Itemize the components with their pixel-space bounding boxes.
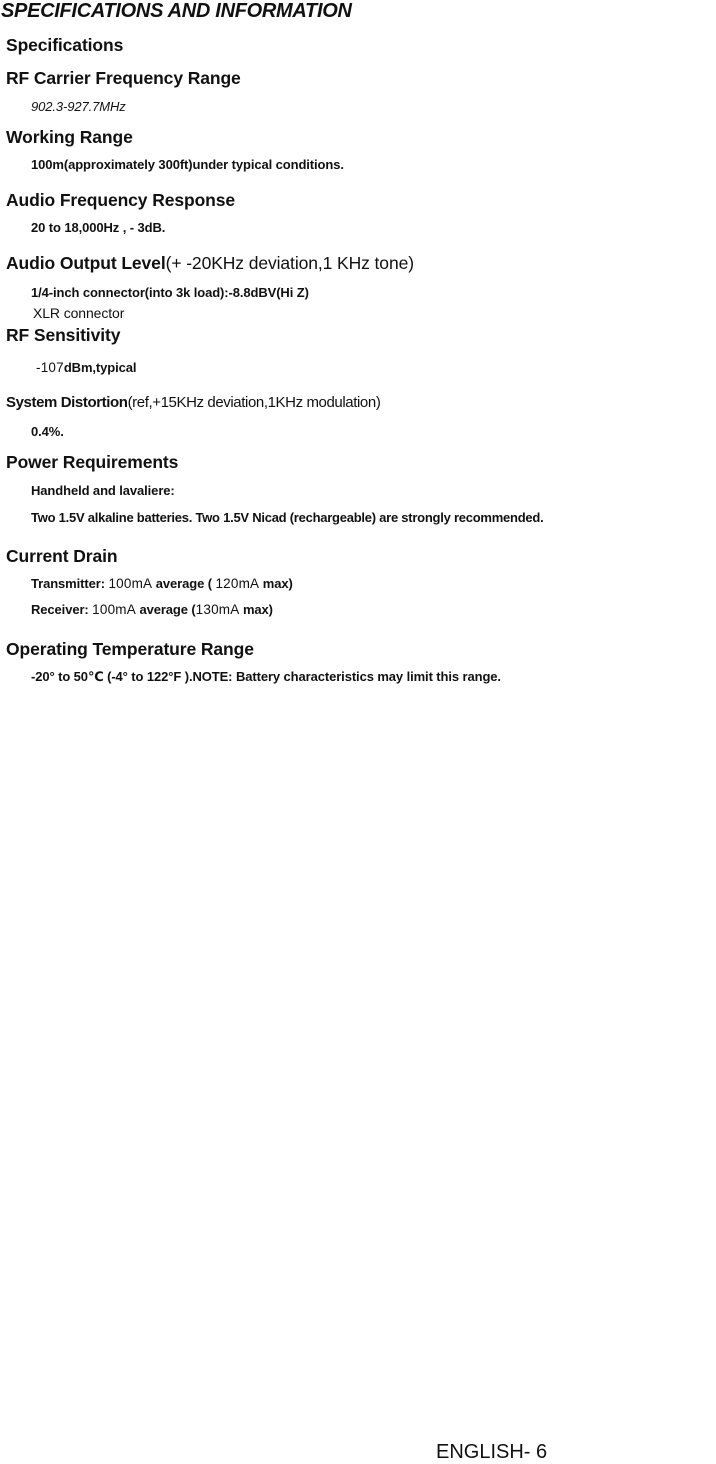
audio-output-line2: XLR connector	[33, 305, 125, 321]
current-drain-heading: Current Drain	[6, 546, 118, 566]
receiver-average-word: average (	[139, 602, 196, 617]
rf-sensitivity-unit: dBm,typical	[63, 360, 137, 375]
page-footer: ENGLISH- 6	[436, 1441, 548, 1463]
system-distortion-heading	[6, 394, 380, 411]
audio-output-heading-suffix: (+ -20KHz deviation,1 KHz tone)	[165, 253, 414, 273]
audio-frequency-heading: Audio Frequency Response	[6, 190, 236, 210]
rf-sensitivity-heading: RF Sensitivity	[6, 325, 121, 345]
rf-carrier-value: 902.3-927.7MHz	[31, 99, 126, 114]
audio-frequency-value: 20 to 18,000Hz , - 3dB.	[31, 220, 166, 235]
transmitter-max-word: max)	[262, 576, 293, 591]
working-range-heading: Working Range	[6, 127, 133, 147]
system-distortion-heading-main: System Distortion	[6, 394, 128, 411]
working-range-value: 100m(approximately 300ft)under typical conditions.	[31, 157, 344, 172]
operating-temperature-range: -20° to 50℃ (-4° to 122°F ).	[31, 669, 193, 684]
rf-sensitivity-value	[36, 360, 136, 375]
receiver-max: 130mA	[195, 602, 240, 617]
current-drain-transmitter	[31, 576, 293, 591]
transmitter-average-word: average (	[155, 576, 212, 591]
power-line2: Two 1.5V alkaline batteries. Two 1.5V Nicad (rechargeable) are strongly recommended.	[31, 510, 544, 525]
system-distortion-value: 0.4%.	[31, 424, 64, 439]
note-text: Battery characteristics may limit this range.	[235, 669, 501, 684]
transmitter-label: Transmitter:	[31, 576, 105, 591]
operating-temperature-value	[31, 669, 501, 685]
note-label: NOTE:	[192, 669, 233, 684]
receiver-label: Receiver:	[31, 602, 89, 617]
system-distortion-heading-suffix: (ref,+15KHz deviation,1KHz modulation)	[127, 394, 381, 411]
transmitter-average: 100mA	[108, 576, 153, 591]
rf-sensitivity-number: -107	[36, 360, 64, 375]
rf-carrier-heading: RF Carrier Frequency Range	[6, 68, 241, 88]
specifications-heading: Specifications	[6, 35, 124, 55]
page-title: SPECIFICATIONS AND INFORMATION	[1, 0, 352, 22]
receiver-average: 100mA	[92, 602, 136, 617]
audio-output-heading	[6, 253, 414, 274]
current-drain-receiver	[31, 602, 273, 617]
receiver-max-word: max)	[242, 602, 273, 617]
audio-output-line1: 1/4-inch connector(into 3k load):-8.8dBV(Hi Z)	[31, 285, 309, 300]
transmitter-max: 120mA	[215, 576, 260, 591]
power-line1: Handheld and lavaliere:	[31, 483, 175, 498]
operating-temperature-heading: Operating Temperature Range	[6, 639, 254, 659]
audio-output-heading-main: Audio Output Level	[6, 253, 166, 273]
power-heading: Power Requirements	[6, 452, 179, 472]
